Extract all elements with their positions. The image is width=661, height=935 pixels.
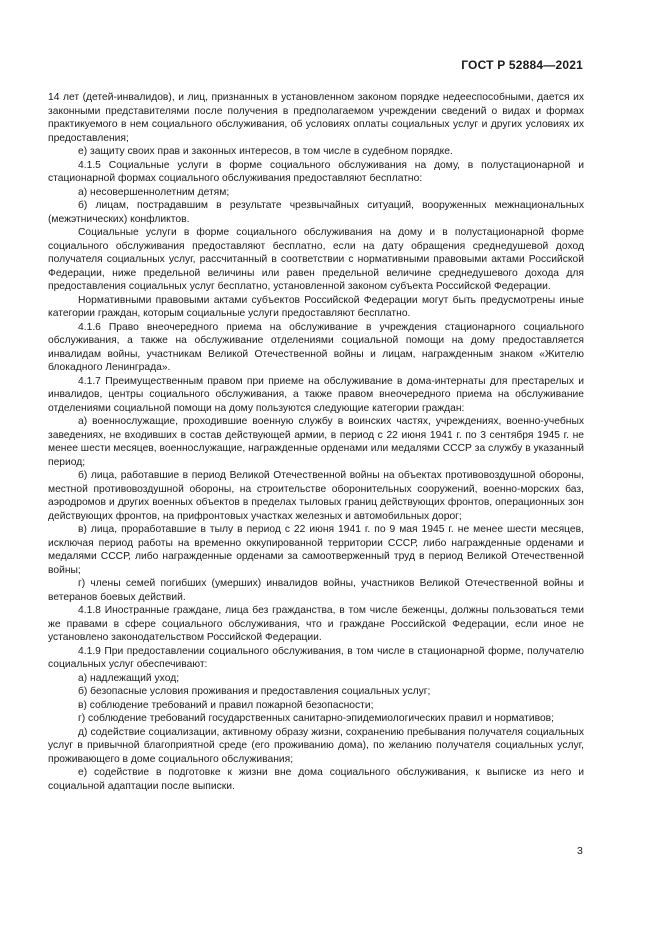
list-item: а) надлежащий уход;	[78, 672, 180, 684]
list-item: б) лица, работавшие в период Великой Отечественной войны на объектах противовоздушной обороны, местной противовоздушной обороны, на строительстве оборонительных сооружений, военно-морских баз, аэродромов и других военных объектов в пределах тыловых границ действующих фронтов, операционных зон действующих фронтов, на прифронтовых участках железных и автомобильных дорог;	[48, 470, 584, 522]
list-item: в) лица, проработавшие в тылу в период с 22 июня 1941 г. по 9 мая 1945 г. не менее шести месяцев, исключая период работы на временно оккупированной территории СССР, либо награжденные орденами и медалями СССР, либо награжденные орденами за самоотверженный труд в период Великой Отечественной войны;	[48, 524, 584, 576]
paragraph: Нормативными правовыми актами субъектов Российской Федерации могут быть предусмотрены иные категории граждан, которым социальные услуги предоставляют бесплатно.	[48, 294, 584, 319]
clause-4-1-6: 4.1.6 Право внеочередного приема на обслуживание в учреждения стационарного социального обслуживания, а также на обслуживание отделениями социальной помощи на дому предоставляется инвалидам войны, участникам Великой Отечественной войны и лицам, награжденным знаком «Жителю блокадного Ленинграда».	[48, 321, 584, 373]
list-item: е) содействие в подготовке к жизни вне дома социального обслуживания, к выписке из него и социальной адаптации после выписки.	[48, 767, 584, 792]
list-item: а) военнослужащие, проходившие военную службу в воинских частях, учреждениях, военно-учебных заведениях, не входивших в состав действующей армии, в период с 22 июня 1941 г. по 3 сентября 1945 г. не менее шести месяцев, военнослужащие, награжденные орденами или медалями СССР за службу в указанный период;	[48, 416, 584, 468]
list-item: е) защиту своих прав и законных интересов, в том числе в судебном порядке.	[78, 146, 453, 157]
list-item: г) члены семей погибших (умерших) инвалидов войны, участников Великой Отечественной войны и ветеранов боевых действий.	[48, 578, 584, 603]
page-number: 3	[577, 845, 583, 857]
list-item: а) несовершеннолетним детям;	[78, 186, 230, 198]
list-item: б) безопасные условия проживания и предоставления социальных услуг;	[78, 686, 431, 697]
list-item: б) лицам, пострадавшим в результате чрезвычайных ситуаций, вооруженных межнациональных (межэтнических) конфликтов.	[48, 200, 584, 225]
list-item: г) соблюдение требований государственных санитарно-эпидемиологических правил и нормативов;	[78, 713, 554, 724]
clause-4-1-8: 4.1.8 Иностранные граждане, лица без гражданства, в том числе беженцы, должны пользоваться теми же правами в сфере социального обслуживания, что и граждане Российской Федерации, если иное не установлено законодательством Российской Федерации.	[48, 605, 584, 643]
standard-code: ГОСТ Р 52884—2021	[461, 58, 583, 72]
paragraph: 14 лет (детей-инвалидов), и лиц, признанных в установленном законом порядке недееспособными, дается их законными представителями после получения в предполагаемом учреждении сведений о видах и формах практикуемого в нем социального обслуживания, об условиях оплаты социальных услуг и других условиях их предоставления;	[48, 92, 584, 144]
list-item: в) соблюдение требований и правил пожарной безопасности;	[78, 699, 374, 711]
clause-4-1-9: 4.1.9 При предоставлении социального обслуживания, в том числе в стационарной форме, получателю социальных услуг обеспечивают:	[48, 645, 584, 670]
clause-4-1-5: 4.1.5 Социальные услуги в форме социального обслуживания на дому, в полустационарной и стационарной формах социального обслуживания предоставляют бесплатно:	[48, 159, 584, 184]
list-item: д) содействие социализации, активному образу жизни, сохранению пребывания получателя социальных услуг в привычной благоприятной среде (его проживанию дома), по желанию получателя социальных услуг, проживающего в доме социального обслуживания;	[48, 726, 584, 765]
clause-4-1-7: 4.1.7 Преимущественным правом при приеме на обслуживание в дома-интернаты для престарелых и инвалидов, центры социального обслуживания, а также правом внеочередного приема на обслуживание отделениями социальной помощи на дому пользуются следующие категории граждан:	[48, 375, 584, 414]
document-body	[48, 91, 584, 793]
paragraph: Социальные услуги в форме социального обслуживания на дому и в полустационарной форме социального обслуживания предоставляют бесплатно, если на дату обращения среднедушевой доход получателя социальных услуг, рассчитанный в соответствии с нормативными правовыми актами Российской Федерации, ниже предельной величины или равен предельной величине среднедушевого дохода для предоставления социальных услуг бесплатно, установленной законом субъекта Российской Федерации.	[48, 227, 584, 292]
